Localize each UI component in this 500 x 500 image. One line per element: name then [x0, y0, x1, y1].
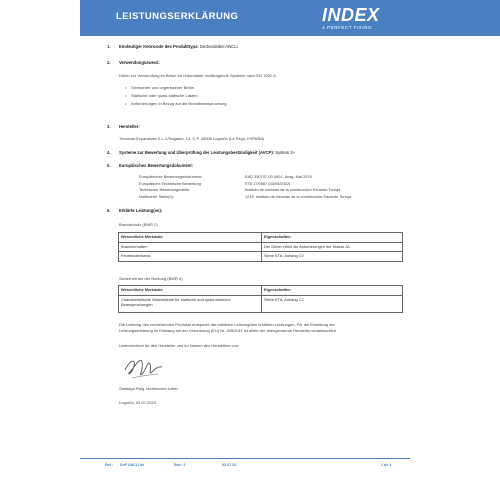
declaration-line-2: Leistungserklärung im Einklang mit der Verordnung (EU) Nr. 305/2011 ist allein der obengenannte Hersteller verantwortlich.	[119, 328, 338, 333]
declaration-line-1: Die Leistung des vorstehenden Produkts entspricht der erklärten Leistung/den erklärten Leistungen. Für die Erstellung der	[119, 322, 335, 327]
table-cell: Siehe ETA, Anhang C2	[262, 295, 403, 312]
signed-on-behalf: Unterzeichnet für den Hersteller und im Namen des Herstellers von:	[119, 343, 240, 348]
eu-row-value: Instituto de ciencias de la construcción Eduardo Torroja	[245, 187, 341, 192]
handwritten-signature	[122, 352, 164, 382]
section-2-bullet: • Gerissener und ungerissener Beton	[131, 85, 194, 90]
footer-page: 1 de 1	[381, 463, 392, 467]
section-4-number: 4.	[107, 150, 111, 155]
performance-table-fire	[118, 232, 403, 262]
performance-table-safety	[118, 285, 403, 313]
table-header-cell: Wesentliche Merkmale	[119, 286, 262, 296]
section-5-number: 5.	[107, 163, 111, 168]
footer-revision: Rev.: 2	[174, 463, 186, 467]
section-4-heading	[119, 150, 295, 155]
section-3-number: 3.	[107, 124, 111, 129]
table-row	[119, 295, 403, 312]
logo-tagline: A PERFECT FIXING	[322, 25, 373, 30]
table-2-caption: Sicherheit bei der Nutzung (BWR 4)	[119, 276, 183, 281]
document-title: LEISTUNGSERKLÄRUNG	[116, 11, 239, 22]
section-2-bullet: • Anforderungen in Bezug auf die Brandbeanspruchung	[131, 101, 227, 106]
section-3-value: Técnicas Expansivas S.L C/Segador, 13. C.P. 26006 Logroño (La Rioja, ESPAÑA)	[119, 136, 265, 141]
section-2-intro: Dübel zur Verwendung im Beton für redundante nichttragende Systeme nach EN 1992-4:	[119, 73, 277, 78]
table-cell: Brandverhalten	[119, 242, 262, 252]
table-cell: Feuerwiderstand	[119, 252, 262, 262]
eu-row-label: Technische Bewertungsstelle:	[139, 187, 191, 192]
footer-date: 03.07.23	[222, 463, 236, 467]
index-logo	[322, 6, 384, 30]
section-3-heading: Hersteller:	[119, 124, 140, 129]
logo-wordmark: INDEX	[322, 5, 380, 25]
table-header-cell: Eigenschaften	[262, 233, 403, 243]
section-2-number: 2.	[107, 60, 111, 65]
section-1-label: Eindeutiger Kenncode des Produkttyps:	[119, 44, 199, 49]
eu-row-value: EAD 330747-00-0601, Ausg. Mai 2018	[245, 174, 312, 179]
section-6-heading: Erklärte Leistung(en):	[119, 208, 163, 213]
eu-row-value: 1219: Instituto de ciencias de la construcción Eduardo Torroja	[245, 193, 352, 199]
signer-name: Santiago Reig, technischer Leiter	[119, 386, 178, 391]
table-header-row	[119, 286, 403, 296]
footer-divider	[80, 458, 410, 459]
table-header-cell: Wesentliche Merkmale	[119, 233, 262, 243]
table-header-row	[119, 233, 403, 243]
table-cell: Charakteristische Widerstände für statische und quasi-statische Beanspruchungen	[119, 295, 262, 312]
eu-row-value: ETA 17/0687 (03/05/2022)	[245, 180, 291, 186]
footer-ref-value: DoP ANCLI.de	[120, 463, 145, 467]
footer-ref-label: Ref.:	[105, 463, 113, 467]
section-2-heading: Verwendungszweck:	[119, 60, 160, 65]
table-cell: Siehe ETA, Anhang C2	[262, 252, 403, 262]
table-row	[119, 252, 403, 262]
section-2-bullet: • Statische oder quasi-statische Lasten	[131, 93, 197, 98]
place-and-date: Logroño, 03.07.2023	[119, 400, 156, 405]
table-cell: Der Dübel erfüllt die Anforderungen der Klasse A1	[262, 242, 403, 252]
eu-row-label: Europäisches Bewertungsdokument:	[139, 174, 203, 179]
section-1-value: Deckendübel ANCLI.	[199, 44, 239, 49]
section-1-number: 1.	[107, 44, 111, 49]
table-1-caption: Brandschutz (BWR 2)	[119, 222, 158, 227]
table-row	[119, 242, 403, 252]
table-header-cell: Eigenschaften	[262, 286, 403, 296]
section-4-value: System 2+	[275, 150, 296, 155]
section-4-label: Systeme zur Bewertung und Überprüfung der Leistungsbeständigkeit (AVCP):	[119, 150, 275, 155]
section-6-number: 6.	[107, 208, 111, 213]
eu-row-label: Europäische Technische Bewertung:	[139, 180, 202, 186]
section-5-heading: Europäisches Bewertungsdokument:	[119, 163, 193, 168]
section-1-heading	[119, 44, 239, 49]
eu-row-label: Notifizierte Stelle(n):	[139, 193, 175, 199]
